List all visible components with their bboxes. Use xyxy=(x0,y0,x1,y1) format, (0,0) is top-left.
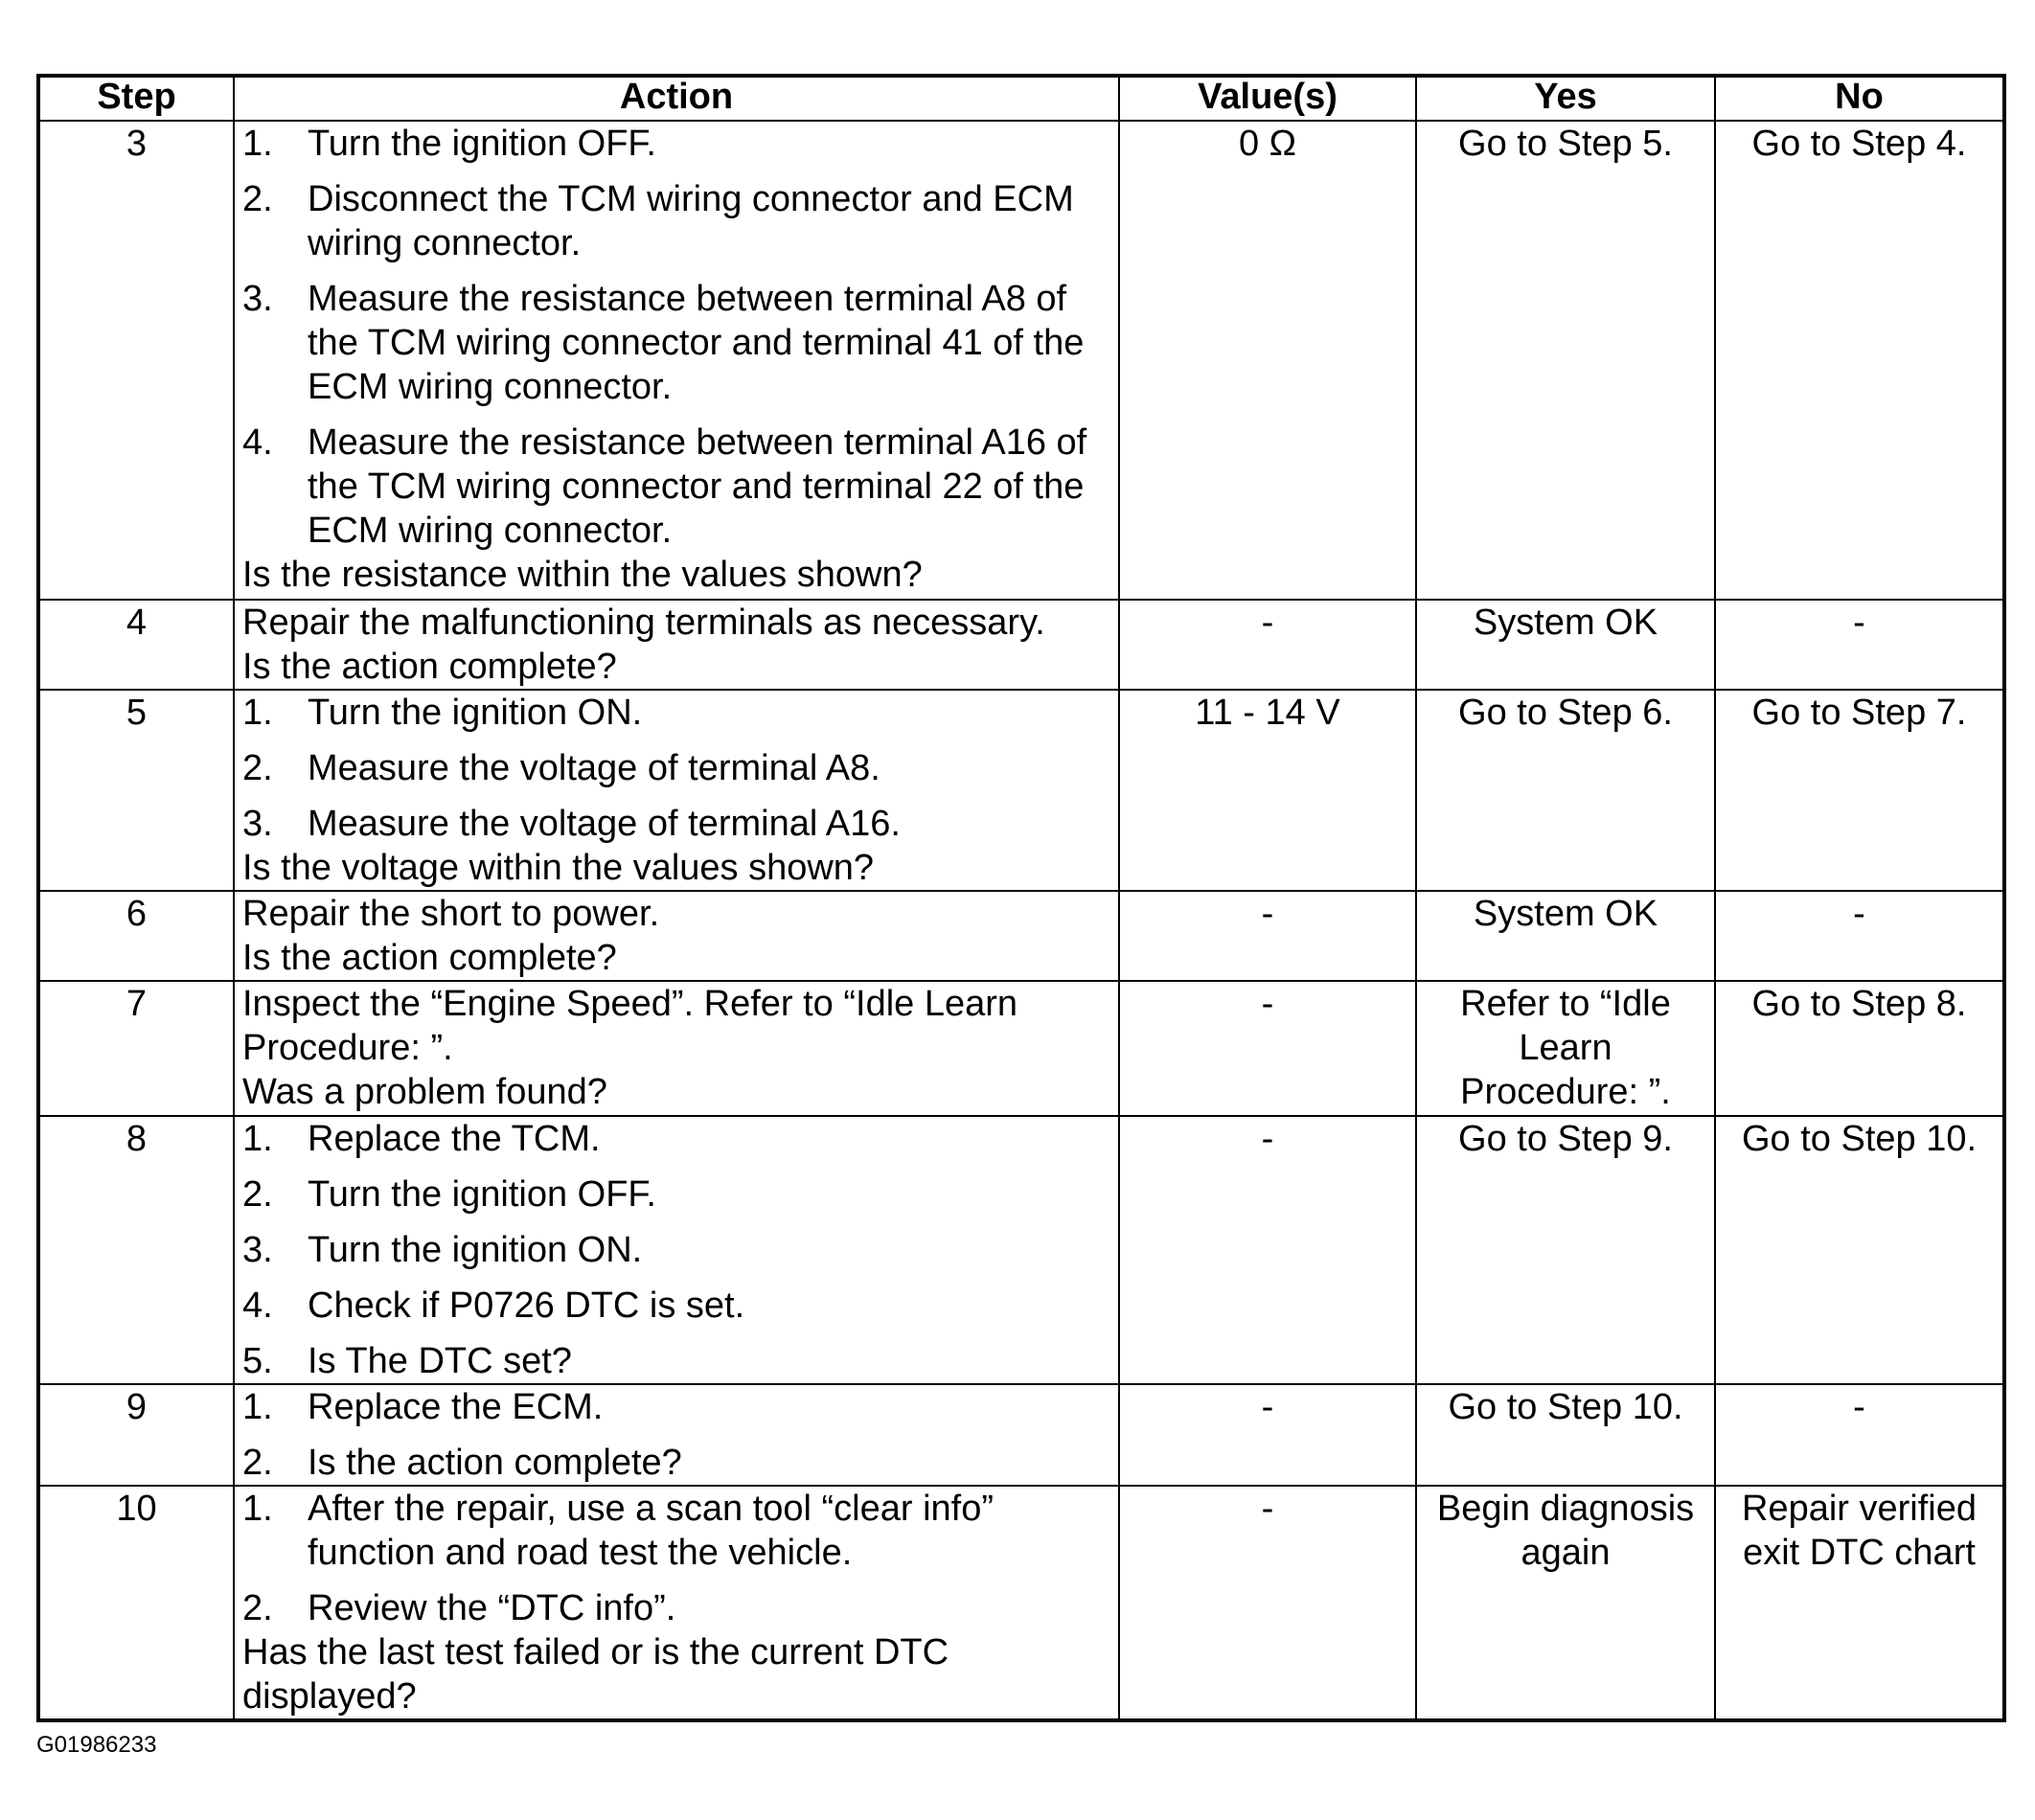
yes-cell: Go to Step 9. xyxy=(1416,1116,1715,1384)
header-no: No xyxy=(1715,76,2004,121)
action-step-number: 2. xyxy=(242,179,273,219)
yes-cell: Begin diagnosis again xyxy=(1416,1486,1715,1720)
action-step-text: Turn the ignition OFF. xyxy=(308,124,656,164)
yes-cell: Go to Step 5. xyxy=(1416,121,1715,600)
action-step-number: 1. xyxy=(242,1387,273,1427)
no-cell: - xyxy=(1715,1384,2004,1486)
action-step xyxy=(242,1284,1109,1328)
action-steps-list xyxy=(242,1487,1109,1630)
value-cell: - xyxy=(1119,600,1416,690)
action-step-number: 2. xyxy=(242,1174,273,1215)
action-question: Is the action complete? xyxy=(242,938,617,978)
action-step-number: 1. xyxy=(242,1119,273,1159)
action-steps-list xyxy=(242,1117,1109,1383)
action-question: Has the last test failed or is the current DTC displayed? xyxy=(242,1632,949,1717)
step-number: 3 xyxy=(38,121,234,600)
action-step-number: 4. xyxy=(242,1285,273,1326)
value-cell: - xyxy=(1119,1486,1416,1720)
header-action: Action xyxy=(234,76,1119,121)
action-cell xyxy=(234,1384,1119,1486)
action-cell xyxy=(234,1486,1119,1720)
yes-cell: Go to Step 6. xyxy=(1416,690,1715,891)
action-step-text: Turn the ignition ON. xyxy=(308,1230,643,1270)
action-step-number: 1. xyxy=(242,693,273,733)
action-step xyxy=(242,1228,1109,1272)
value-cell: - xyxy=(1119,1384,1416,1486)
action-step xyxy=(242,1385,1109,1429)
no-cell: Go to Step 10. xyxy=(1715,1116,2004,1384)
action-step-text: Replace the ECM. xyxy=(308,1387,604,1427)
action-step xyxy=(242,1441,1109,1485)
action-question: Is the resistance within the values shown? xyxy=(242,555,923,595)
action-step xyxy=(242,1586,1109,1630)
table-row xyxy=(38,1116,2004,1384)
action-cell xyxy=(234,981,1119,1116)
action-step xyxy=(242,1117,1109,1161)
action-text: Repair the malfunctioning terminals as necessary. xyxy=(242,603,1045,643)
action-text: Repair the short to power. xyxy=(242,894,660,934)
table-row xyxy=(38,121,2004,600)
table-row xyxy=(38,1486,2004,1720)
action-steps-list xyxy=(242,1385,1109,1485)
action-step-number: 1. xyxy=(242,124,273,164)
action-cell xyxy=(234,690,1119,891)
action-step-text: Turn the ignition OFF. xyxy=(308,1174,656,1215)
action-step xyxy=(242,1487,1109,1575)
value-cell: 11 - 14 V xyxy=(1119,690,1416,891)
action-step-text: Measure the resistance between terminal A16 of the TCM wiring connector and terminal 22 of the ECM wiring connector. xyxy=(308,422,1087,551)
step-number: 8 xyxy=(38,1116,234,1384)
action-step xyxy=(242,746,1109,790)
action-cell xyxy=(234,1116,1119,1384)
no-cell: Go to Step 4. xyxy=(1715,121,2004,600)
table-row xyxy=(38,891,2004,981)
header-values: Value(s) xyxy=(1119,76,1416,121)
no-cell: - xyxy=(1715,891,2004,981)
step-number: 5 xyxy=(38,690,234,891)
table-row xyxy=(38,690,2004,891)
action-step-text: Measure the voltage of terminal A16. xyxy=(308,804,901,844)
action-step xyxy=(242,802,1109,846)
action-step-number: 2. xyxy=(242,1443,273,1483)
action-step-number: 3. xyxy=(242,804,273,844)
step-number: 9 xyxy=(38,1384,234,1486)
action-cell xyxy=(234,891,1119,981)
action-step-text: Measure the voltage of terminal A8. xyxy=(308,748,880,788)
value-cell: - xyxy=(1119,981,1416,1116)
action-step xyxy=(242,122,1109,166)
header-row xyxy=(38,76,2004,121)
action-step-number: 5. xyxy=(242,1341,273,1381)
table-row xyxy=(38,981,2004,1116)
yes-cell: System OK xyxy=(1416,891,1715,981)
action-step-number: 3. xyxy=(242,1230,273,1270)
action-step-text: Measure the resistance between terminal A8 of the TCM wiring connector and terminal 41 of the ECM wiring connector. xyxy=(308,279,1085,407)
action-cell xyxy=(234,600,1119,690)
value-cell: 0 Ω xyxy=(1119,121,1416,600)
action-step-text: Check if P0726 DTC is set. xyxy=(308,1285,745,1326)
header-step: Step xyxy=(38,76,234,121)
no-cell: Go to Step 8. xyxy=(1715,981,2004,1116)
yes-cell: Go to Step 10. xyxy=(1416,1384,1715,1486)
action-step-number: 1. xyxy=(242,1489,273,1529)
action-step-number: 2. xyxy=(242,1588,273,1628)
action-steps-list xyxy=(242,122,1109,553)
action-steps-list xyxy=(242,691,1109,846)
action-step xyxy=(242,177,1109,265)
step-number: 7 xyxy=(38,981,234,1116)
yes-cell: System OK xyxy=(1416,600,1715,690)
no-cell: - xyxy=(1715,600,2004,690)
action-cell xyxy=(234,121,1119,600)
action-question: Is the action complete? xyxy=(242,647,617,687)
action-step-text: Disconnect the TCM wiring connector and ECM wiring connector. xyxy=(308,179,1074,263)
action-text: Inspect the “Engine Speed”. Refer to “Idle Learn Procedure: ”. xyxy=(242,984,1018,1068)
action-step-number: 2. xyxy=(242,748,273,788)
action-step-text: Turn the ignition ON. xyxy=(308,693,643,733)
action-step-text: Is the action complete? xyxy=(308,1443,682,1483)
action-step-text: Replace the TCM. xyxy=(308,1119,601,1159)
table-row xyxy=(38,600,2004,690)
figure-code: G01986233 xyxy=(36,1732,157,1758)
no-cell: Repair verified exit DTC chart xyxy=(1715,1486,2004,1720)
step-number: 4 xyxy=(38,600,234,690)
value-cell: - xyxy=(1119,1116,1416,1384)
action-step xyxy=(242,1339,1109,1383)
action-question: Is the voltage within the values shown? xyxy=(242,848,875,888)
step-number: 6 xyxy=(38,891,234,981)
action-step-number: 4. xyxy=(242,422,273,463)
action-question: Was a problem found? xyxy=(242,1072,607,1112)
no-cell: Go to Step 7. xyxy=(1715,690,2004,891)
action-step-number: 3. xyxy=(242,279,273,319)
table-body xyxy=(38,121,2004,1720)
value-cell: - xyxy=(1119,891,1416,981)
action-step xyxy=(242,421,1109,553)
action-step-text: Review the “DTC info”. xyxy=(308,1588,676,1628)
header-yes: Yes xyxy=(1416,76,1715,121)
action-step-text: After the repair, use a scan tool “clear info” function and road test the vehicle. xyxy=(308,1489,995,1573)
action-step xyxy=(242,1172,1109,1217)
action-step-text: Is The DTC set? xyxy=(308,1341,572,1381)
step-number: 10 xyxy=(38,1486,234,1720)
table-row xyxy=(38,1384,2004,1486)
action-step xyxy=(242,277,1109,409)
action-step xyxy=(242,691,1109,735)
yes-cell: Refer to “Idle Learn Procedure: ”. xyxy=(1416,981,1715,1116)
diagnostic-table xyxy=(36,74,2006,1722)
